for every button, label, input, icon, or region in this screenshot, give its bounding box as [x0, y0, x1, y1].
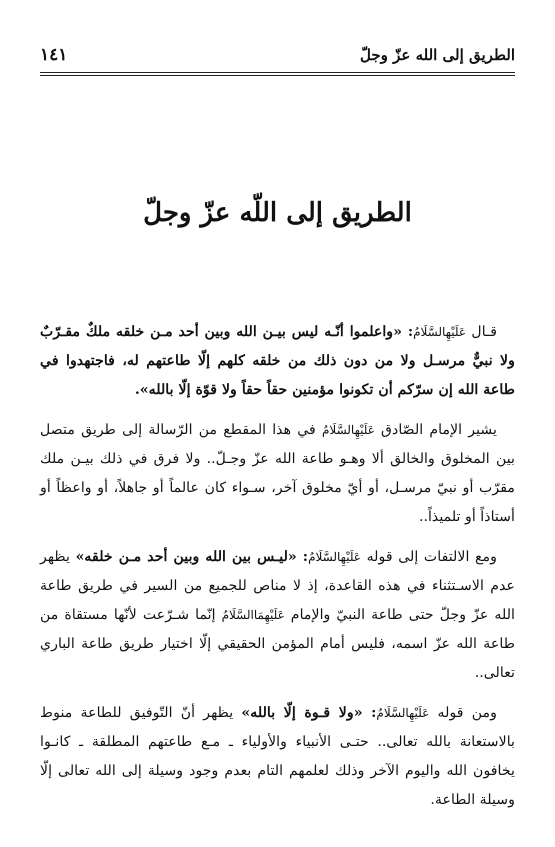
salutation-dual: عَلَيْهِمَاالسَّلَامُ	[221, 608, 285, 622]
paragraph-2-intro: يشير الإمام الصّادق	[381, 422, 497, 438]
salutation: عَلَيْهِالسَّلَامُ	[321, 423, 375, 437]
paragraph-4-intro: ومن قوله	[437, 705, 497, 721]
paragraph-3-intro: ومع الالتفات إلى قوله	[366, 549, 498, 565]
salutation: عَلَيْهِالسَّلَامُ	[308, 550, 361, 564]
paragraph-2-text: في هذا المقطع من الرّسالة إلى طريق متصل بين المخلوق والخالق ألا وهـو طاعة الله عزّ وجـلّ.. ولا فرق في ذلك بيـن ملك مقرّب أو نبيّ مرسـل، أو أيّ مخلوق آخر، سـواء كان عالماً أو جاهلاً، أو واعظاً أو أستاذاً أو تلميذاً..	[40, 422, 515, 525]
body-text	[40, 318, 515, 826]
running-title: الطريق إلى الله عزّ وجلّ	[360, 46, 515, 64]
quote: : «ليـس بين الله وبين أحد مـن خلقه»	[75, 549, 309, 565]
paragraph-2	[40, 416, 515, 532]
paragraph-4-text: يظهر أنّ التّوفيق للطاعة منوط بالاستعانة بالله تعالى.. حتـى الأنبياء والأولياء ـ مـع طاعتهم المطلقة ـ كانـوا يخافون الله واليوم الآخر وذلك لعلمهم التام بعدم وجود وسيلة إلى الله تعالى إلّا وسيلة الطاعة.	[40, 705, 515, 808]
paragraph-1	[40, 318, 515, 405]
paragraph-4	[40, 699, 515, 815]
salutation: عَلَيْهِالسَّلَامُ	[376, 706, 430, 720]
quote: : «واعلموا أنّـه ليس بيـن الله وبين أحد مـن خلقه ملكٌ مقـرّبٌ ولا نبيٌّ مرسـل ولا من دون ذلك من خلقه كلهم إلّا طاعتهم له، فاجتهدوا في طاعة الله إن سرّكم أن تكونوا مؤمنين حقاً حقاً ولا قوّة إلّا بالله».	[40, 324, 515, 398]
paragraph-3	[40, 543, 515, 688]
page-header	[40, 40, 515, 70]
chapter-title: الطريق إلى اللّه عزّ وجلّ	[143, 198, 412, 228]
quote: : «ولا قـوة إلّا بالله»	[241, 705, 377, 721]
paragraph-1-intro: قـال	[471, 324, 497, 340]
header-rule	[40, 72, 515, 76]
page-number: ١٤١	[40, 45, 68, 65]
paragraph-3-text-2: إنّما شـرّعت لأنّها مستقاة من طاعة الله عزّ اسمه، فليس أمام المؤمن الحقيقي إلّا اختيار طريق طاعة الباري تعالى..	[40, 607, 515, 681]
paragraph-3-text: يظهر عدم الاسـتثناء في هذه القاعدة، إذ لا مناص للجميع من السير في طريق طاعة الله عزّ وجلّ حتى طاعة النبيّ والإمام	[40, 549, 515, 623]
salutation: عَلَيْهِالسَّلَامُ	[413, 325, 466, 339]
